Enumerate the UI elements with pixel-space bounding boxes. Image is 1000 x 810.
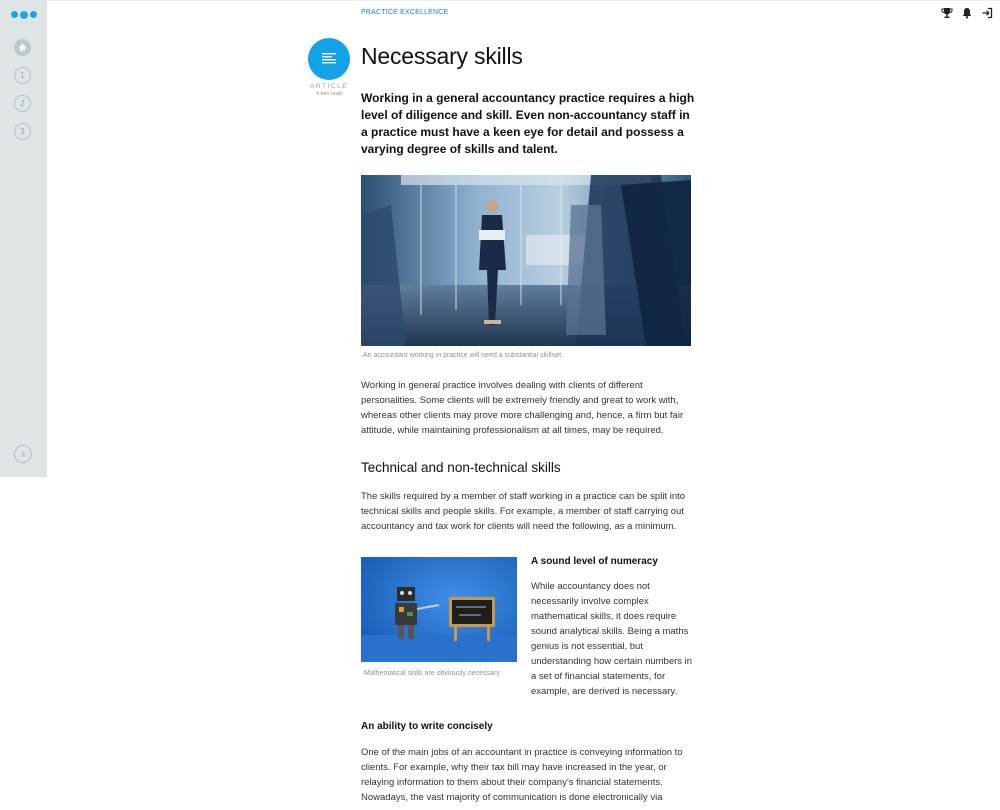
article-type-label: ARTICLE	[310, 83, 348, 90]
trophy-icon[interactable]	[941, 7, 953, 19]
article-icon	[321, 52, 337, 66]
header-actions	[941, 7, 993, 19]
step-1-button[interactable]: 1	[14, 67, 31, 84]
paragraph-intro: Working in general practice involves dealing with clients of different personalities. Some clients will be extremely friendly and great to work with, whereas other clients may prove more challenging and, hence, a firm but fair attitude, while maintaining professionalism at all times, may be required.	[361, 380, 684, 436]
hero-caption: An accountant working in practice will need a substantial skillset.	[363, 352, 563, 359]
article-lead: Working in a general accountancy practice requires a high level of diligence and skill. Even non-accountancy staff in a practice must have a keen eye for detail and possess a varying degree of skills and talent.	[361, 91, 695, 156]
bell-icon[interactable]	[961, 7, 973, 19]
step-2-button[interactable]: 2	[14, 95, 31, 112]
robot-image	[361, 557, 517, 662]
article-badge	[308, 38, 350, 80]
logout-icon[interactable]	[981, 7, 993, 19]
sidebar	[0, 0, 47, 477]
robot-caption: Mathematical skills are obviously necessary.	[364, 670, 502, 677]
next-button[interactable]	[14, 445, 32, 463]
paragraph-writing: One of the main jobs of an accountant in practice is conveying information to clients. For example, why their tax bill may have increased in the year, or relaying information to them about their company's financial statements. Nowadays, the vast majority of communication is done electronically via	[361, 747, 683, 803]
chevron-right-icon	[19, 450, 27, 458]
section-label[interactable]: PRACTICE EXCELLENCE	[361, 9, 449, 16]
subheading-numeracy: A sound level of numeracy	[531, 556, 658, 567]
section-heading-technical: Technical and non-technical skills	[361, 460, 561, 475]
home-button[interactable]	[14, 39, 31, 56]
read-time: 4 min read	[316, 91, 342, 97]
app-logo[interactable]	[11, 11, 37, 19]
paragraph-skills: The skills required by a member of staff working in a practice can be split into technical skills and people skills. For example, a member of staff carrying out accountancy and tax work for clients will need the following, as a minimum.	[361, 491, 686, 532]
top-divider	[47, 0, 1000, 1]
page-title: Necessary skills	[361, 43, 523, 69]
hero-image	[361, 175, 691, 346]
home-icon	[18, 43, 27, 52]
subheading-writing: An ability to write concisely	[361, 721, 493, 732]
paragraph-numeracy: While accountancy does not necessarily involve complex mathematical skills, it does require sound analytical skills. Being a maths genius is not essential, but understanding how certain numbers in a set of financial statements, for example, are derived is necessary.	[531, 581, 693, 697]
step-3-button[interactable]: 3	[14, 123, 31, 140]
